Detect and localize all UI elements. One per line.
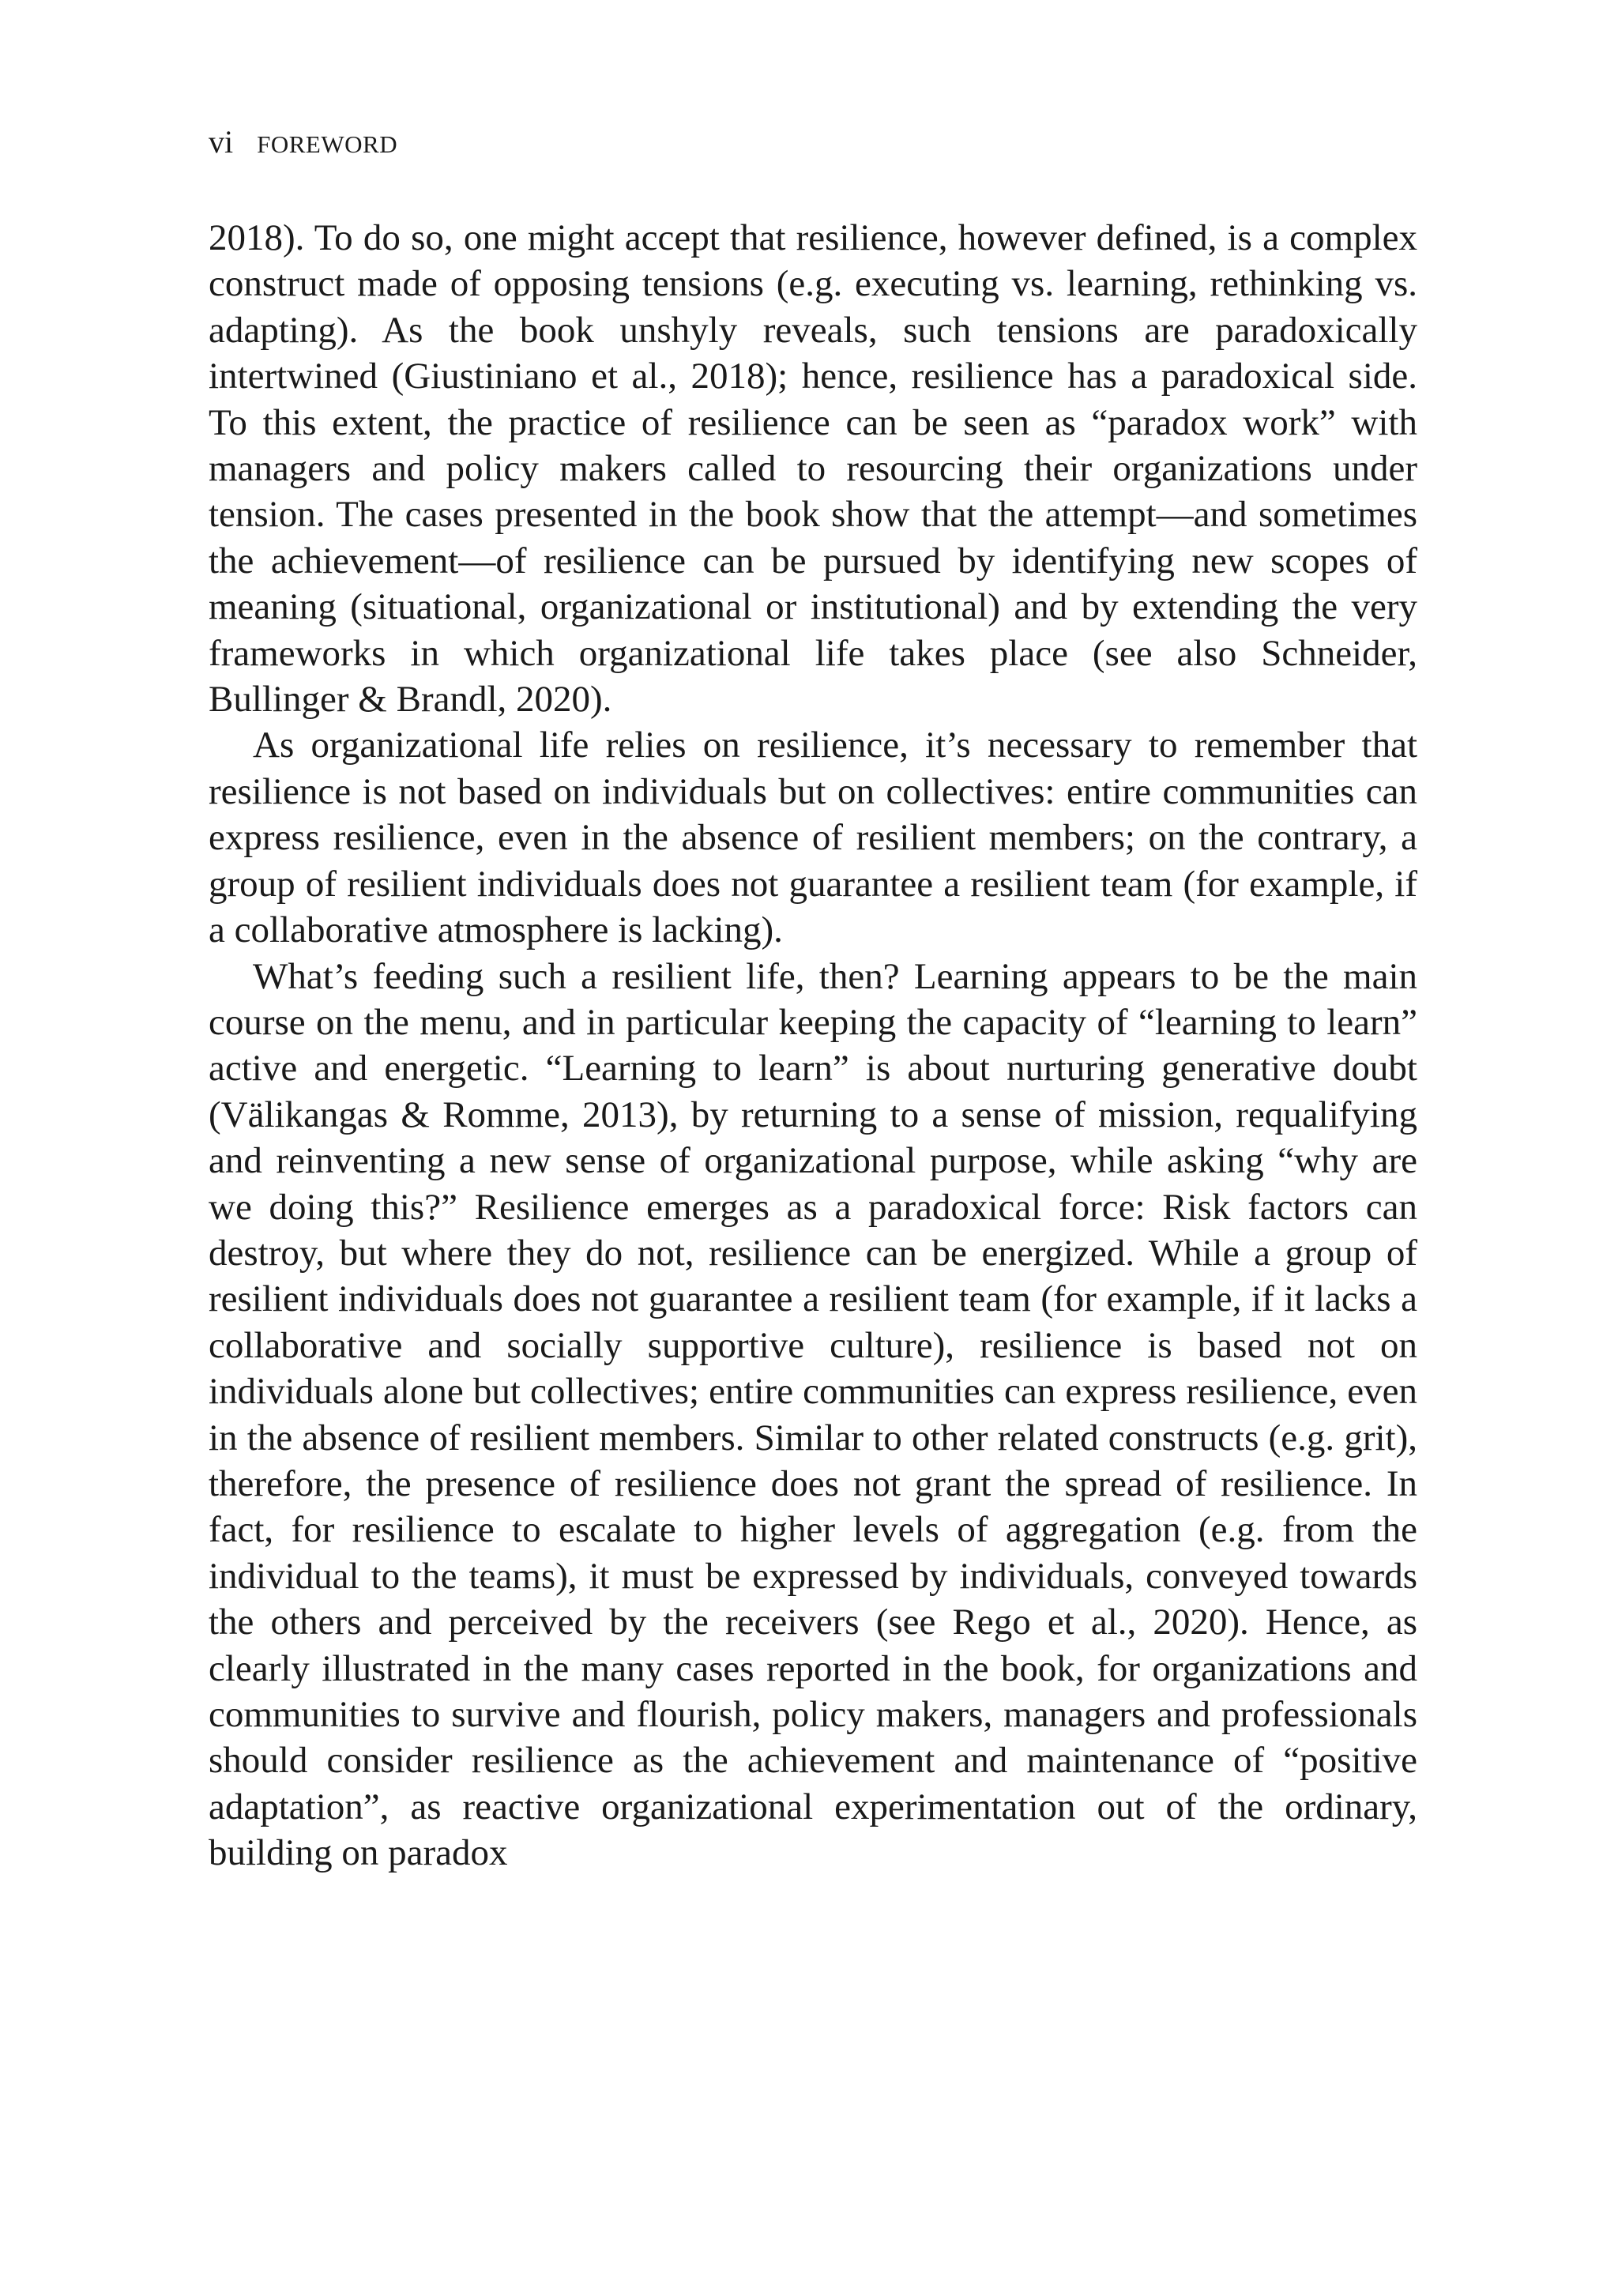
running-head <box>209 126 1417 158</box>
book-page <box>209 126 1417 1876</box>
paragraph-learning: What’s feeding such a resilient life, then? Learning appears to be the main course on the menu, and in particular keeping the capacity of “learning to learn” active and energetic. “Learning to learn” is about nurturing generative doubt (Välikangas & Romme, 2013), by returning to a sense of mission, requalifying and reinventing a new sense of organizational purpose, while asking “why are we doing this?” Resilience emerges as a paradoxical force: Risk factors can destroy, but where they do not, resilience can be energized. While a group of resilient individuals does not guarantee a resilient team (for example, if it lacks a collaborative and socially supportive culture), resilience is based not on individuals alone but collectives; entire communities can express resilience, even in the absence of resilient members. Similar to other related constructs (e.g. grit), therefore, the presence of resilience does not grant the spread of resilience. In fact, for resilience to escalate to higher levels of aggregation (e.g. from the individual to the teams), it must be expressed by individuals, conveyed towards the others and perceived by the receivers (see Rego et al., 2020). Hence, as clearly illustrated in the many cases reported in the book, for organizations and communities to survive and flourish, policy makers, managers and professionals should consider resilience as the achievement and maintenance of “positive adaptation”, as reactive organizational experimentation out of the ordinary, building on paradox <box>209 955 1417 1874</box>
body-text <box>209 215 1417 1876</box>
paragraph-continued: 2018). To do so, one might accept that resilience, however defined, is a complex construct made of opposing tensions (e.g. executing vs. learning, rethinking vs. adapting). As the book unshyly reveals, such tensions are paradoxically intertwined (Giustiniano et al., 2018); hence, resilience has a paradoxical side. To this extent, the practice of resilience can be seen as “paradox work” with managers and policy makers called to resourcing their organizations under tension. The cases presented in the book show that the attempt—and sometimes the achievement—of resilience can be pursued by identifying new scopes of meaning (situational, organizational or institutional) and by extending the very frameworks in which organizational life takes place (see also Schneider, Bullinger & Brandl, 2020). <box>209 217 1417 721</box>
section-title: FOREWORD <box>257 130 398 158</box>
paragraph-collectives: As organizational life relies on resilience, it’s necessary to remember that resilience is not based on individuals but on collectives: entire communities can express resilience, even in the absence of resilient members; on the contrary, a group of resilient individuals does not guarantee a resilient team (for example, if a collaborative atmosphere is lacking). <box>209 725 1417 951</box>
page-number: vi <box>209 124 234 160</box>
